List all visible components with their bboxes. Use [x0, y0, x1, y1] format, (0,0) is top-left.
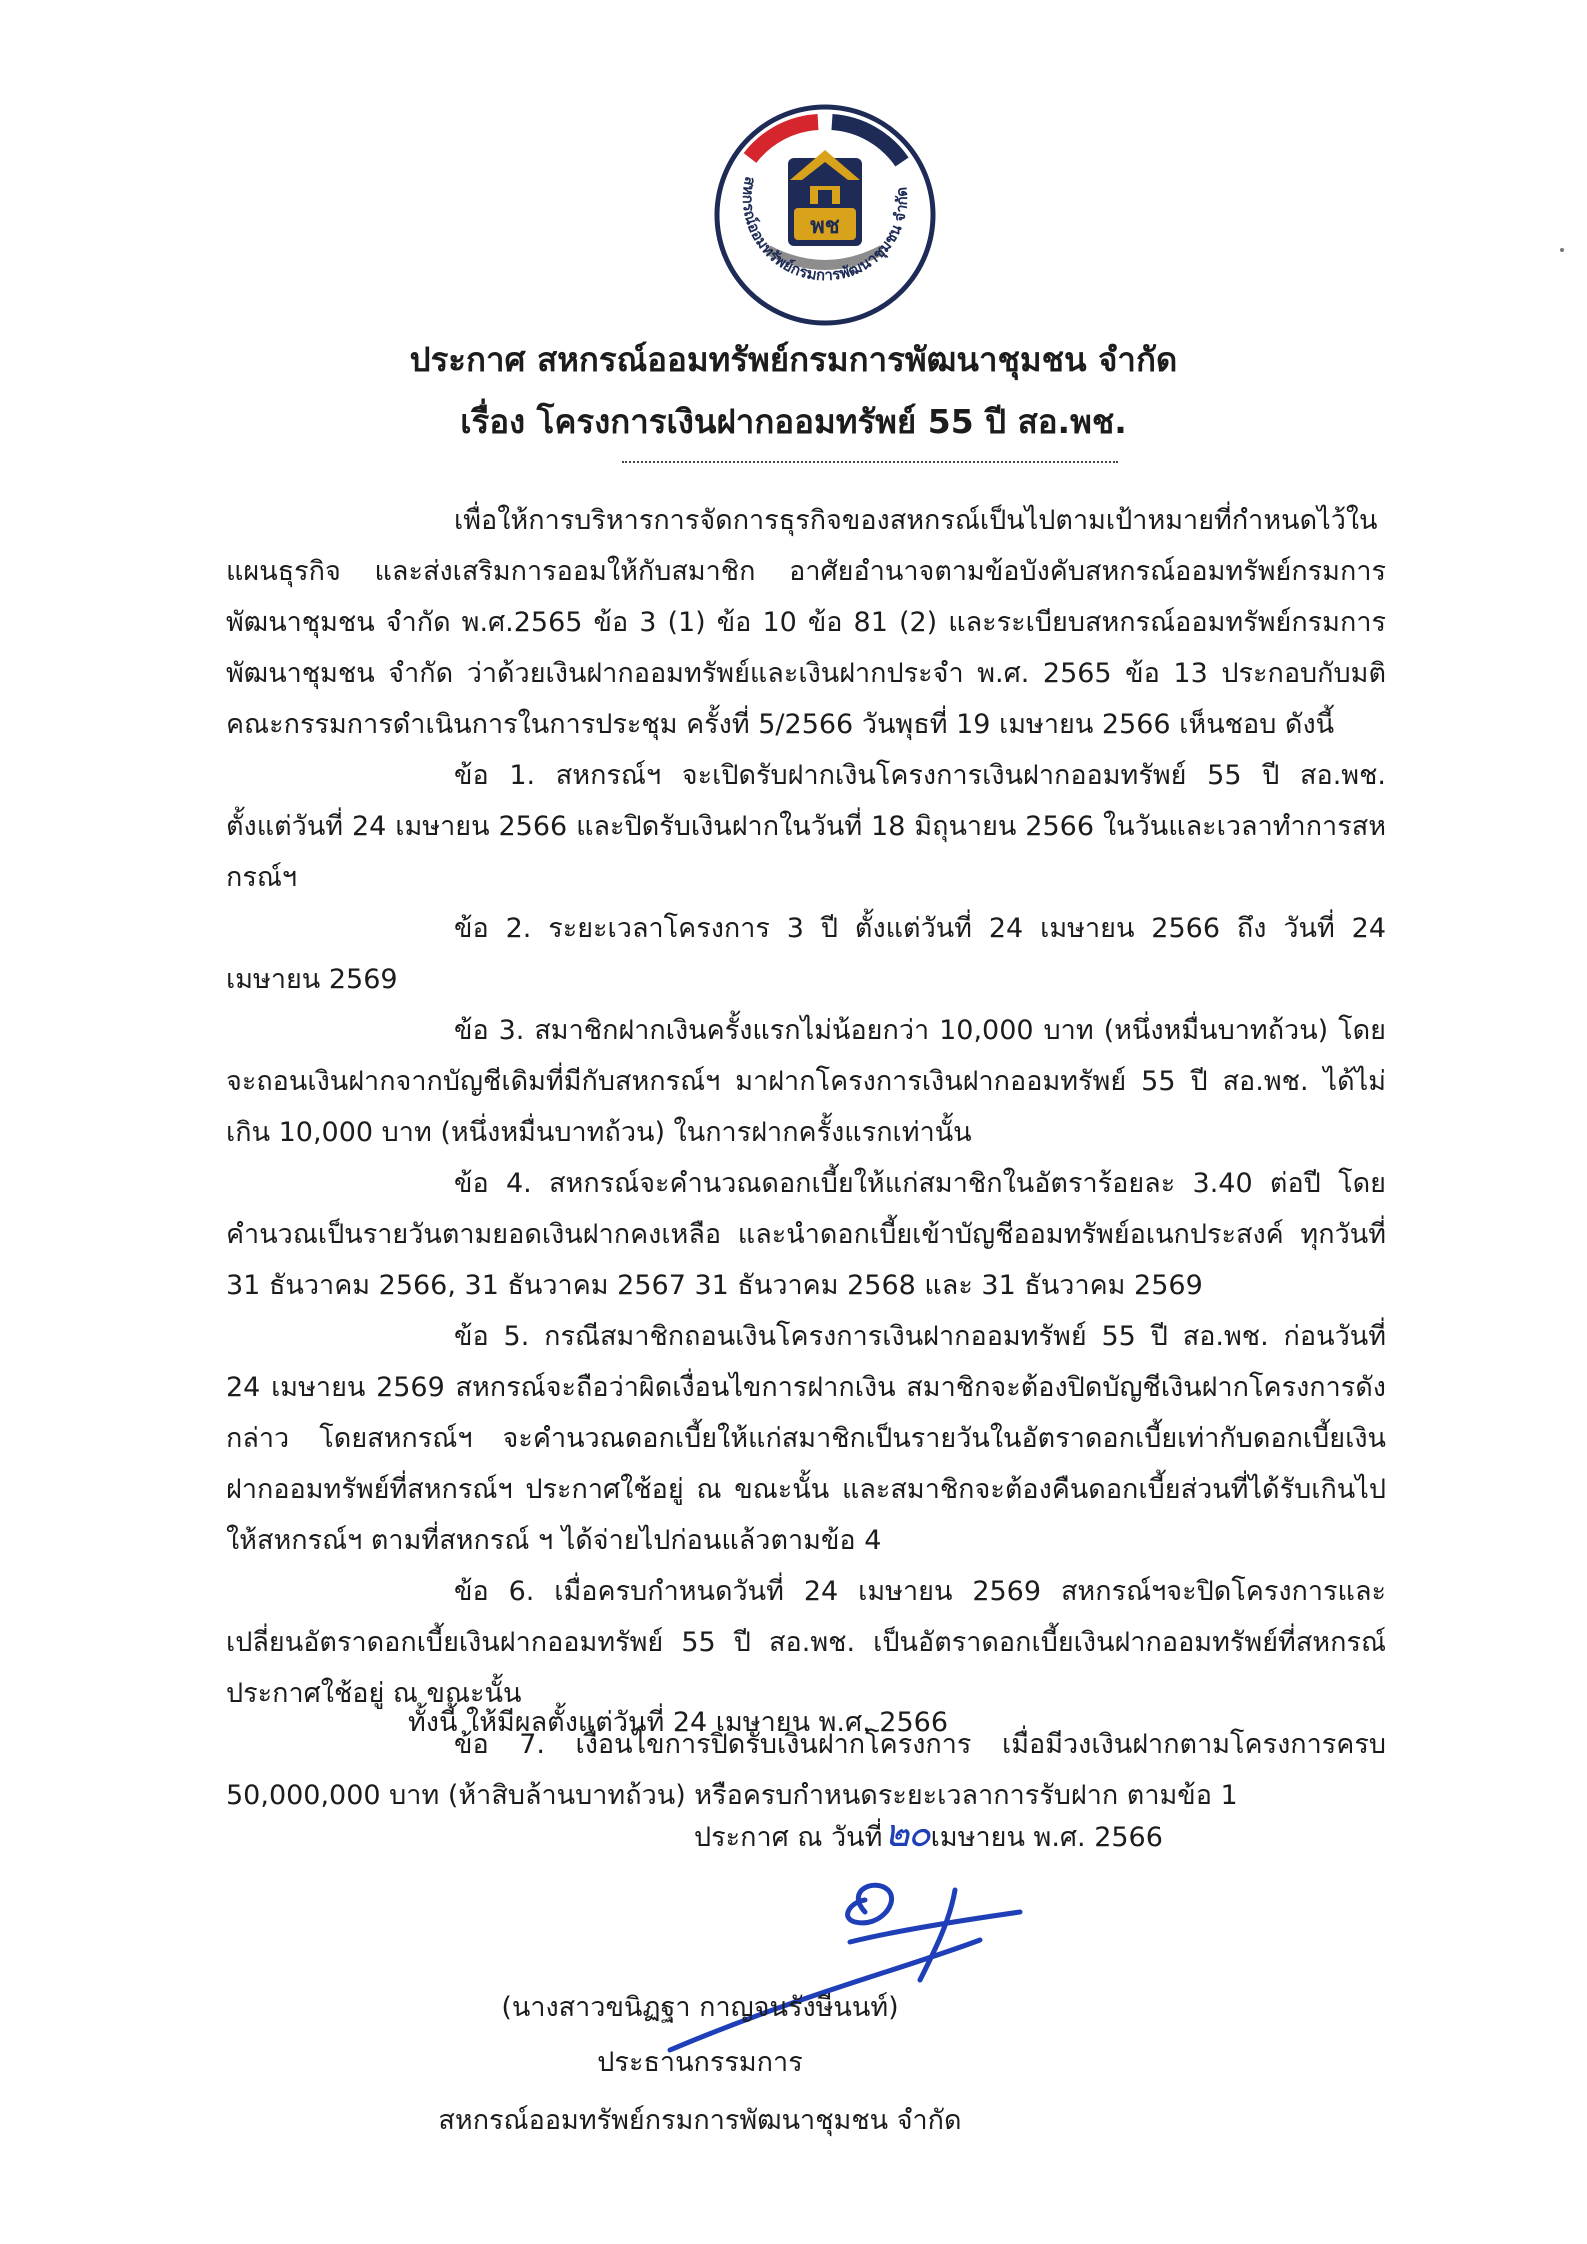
clause-2: ข้อ 2. ระยะเวลาโครงการ 3 ปี ตั้งแต่วันที่ 24 เมษายน 2566 ถึง วันที่ 24 เมษายน 2569	[226, 913, 1386, 995]
signer-name: (นางสาวขนิฏฐา กาญจนรังษีนนท์)	[501, 1992, 899, 2023]
clause-6: ข้อ 6. เมื่อครบกำหนดวันที่ 24 เมษายน 2569 สหกรณ์ฯจะปิดโครงการและเปลี่ยนอัตราดอกเบี้ยเงินฝากออมทรัพย์ 55 ปี สอ.พช. เป็นอัตราดอกเบี้ยเงินฝากออมทรัพย์ที่สหกรณ์ประกาศใช้อยู่ ณ ขณะนั้น	[226, 1576, 1386, 1709]
signer-position: ประธานกรรมการ	[597, 2047, 803, 2078]
clause-7: ข้อ 7. เงื่อนไขการปิดรับเงินฝากโครงการ เมื่อมีวงเงินฝากตามโครงการครบ 50,000,000 บาท (ห้าสิบล้านบาทถ้วน) หรือครบกำหนดระยะเวลาการรับฝาก ตามข้อ 1	[226, 1729, 1386, 1811]
clause-1: ข้อ 1. สหกรณ์ฯ จะเปิดรับฝากเงินโครงการเงินฝากออมทรัพย์ 55 ปี สอ.พช. ตั้งแต่วันที่ 24 เมษายน 2566 และปิดรับเงินฝากในวันที่ 18 มิถุนายน 2566 ในวันและเวลาทำการสหกรณ์ฯ	[226, 760, 1386, 893]
clause-3: ข้อ 3. สมาชิกฝากเงินครั้งแรกไม่น้อยกว่า 10,000 บาท (หนึ่งหมื่นบาทถ้วน) โดยจะถอนเงินฝากจากบัญชีเดิมที่มีกับสหกรณ์ฯ มาฝากโครงการเงินฝากออมทรัพย์ 55 ปี สอ.พช. ได้ไม่เกิน 10,000 บาท (หนึ่งหมื่นบาทถ้วน) ในการฝากครั้งแรกเท่านั้น	[226, 1015, 1386, 1148]
scan-speck	[1560, 248, 1564, 252]
logo-center-text: พช	[810, 214, 840, 239]
dotted-divider	[622, 461, 1118, 463]
clause-4: ข้อ 4. สหกรณ์จะคำนวณดอกเบี้ยให้แก่สมาชิกในอัตราร้อยละ 3.40 ต่อปี โดยคำนวณเป็นรายวันตามยอดเงินฝากคงเหลือ และนำดอกเบี้ยเข้าบัญชีออมทรัพย์อเนกประสงค์ ทุกวันที่ 31 ธันวาคม 2566, 31 ธันวาคม 2567 31 ธันวาคม 2568 และ 31 ธันวาคม 2569	[226, 1168, 1386, 1301]
announcement-title: ประกาศ สหกรณ์ออมทรัพย์กรมการพัฒนาชุมชน จำกัด	[409, 340, 1178, 379]
announcement-subject: เรื่อง โครงการเงินฝากออมทรัพย์ 55 ปี สอ.พช.	[460, 402, 1127, 441]
handwritten-day: ๒๐	[884, 1811, 929, 1855]
announce-date-prefix: ประกาศ ณ วันที่	[694, 1822, 883, 1853]
logo-ring-text: สหกรณ์ออมทรัพย์กรมการพัฒนาชุมชน จำกัด	[738, 174, 912, 285]
cooperative-logo	[710, 100, 940, 330]
clause-5: ข้อ 5. กรณีสมาชิกถอนเงินโครงการเงินฝากออมทรัพย์ 55 ปี สอ.พช. ก่อนวันที่ 24 เมษายน 2569 สหกรณ์จะถือว่าผิดเงื่อนไขการฝากเงิน สมาชิกจะต้องปิดบัญชีเงินฝากโครงการดังกล่าว โดยสหกรณ์ฯ จะคำนวณดอกเบี้ยให้แก่สมาชิกเป็นรายวันในอัตราดอกเบี้ยเท่ากับดอกเบี้ยเงินฝากออมทรัพย์ที่สหกรณ์ฯ ประกาศใช้อยู่ ณ ขณะนั้น และสมาชิกจะต้องคืนดอกเบี้ยส่วนที่ได้รับเกินไปให้สหกรณ์ฯ ตามที่สหกรณ์ ฯ ได้จ่ายไปก่อนแล้วตามข้อ 4	[226, 1321, 1386, 1556]
signer-organization: สหกรณ์ออมทรัพย์กรมการพัฒนาชุมชน จำกัด	[438, 2105, 962, 2136]
announce-date-suffix: เมษายน พ.ศ. 2566	[930, 1822, 1163, 1853]
logo-pavilion-emblem	[788, 150, 862, 246]
effective-date: ทั้งนี้ ให้มีผลตั้งแต่วันที่ 24 เมษายน พ.ศ. 2566	[408, 1707, 948, 1738]
intro-paragraph: เพื่อให้การบริหารการจัดการธุรกิจของสหกรณ์เป็นไปตามเป้าหมายที่กำหนดไว้ในแผนธุรกิจ และส่งเสริมการออมให้กับสมาชิก อาศัยอำนาจตามข้อบังคับสหกรณ์ออมทรัพย์กรมการพัฒนาชุมชน จำกัด พ.ศ.2565 ข้อ 3 (1) ข้อ 10 ข้อ 81 (2) และระเบียบสหกรณ์ออมทรัพย์กรมการพัฒนาชุมชน จำกัด ว่าด้วยเงินฝากออมทรัพย์และเงินฝากประจำ พ.ศ. 2565 ข้อ 13 ประกอบกับมติคณะกรรมการดำเนินการในการประชุม ครั้งที่ 5/2566 วันพุธที่ 19 เมษายน 2566 เห็นชอบ ดังนี้	[226, 505, 1386, 740]
handwritten-signature	[650, 1850, 1050, 2060]
announcement-body	[226, 495, 1386, 1821]
